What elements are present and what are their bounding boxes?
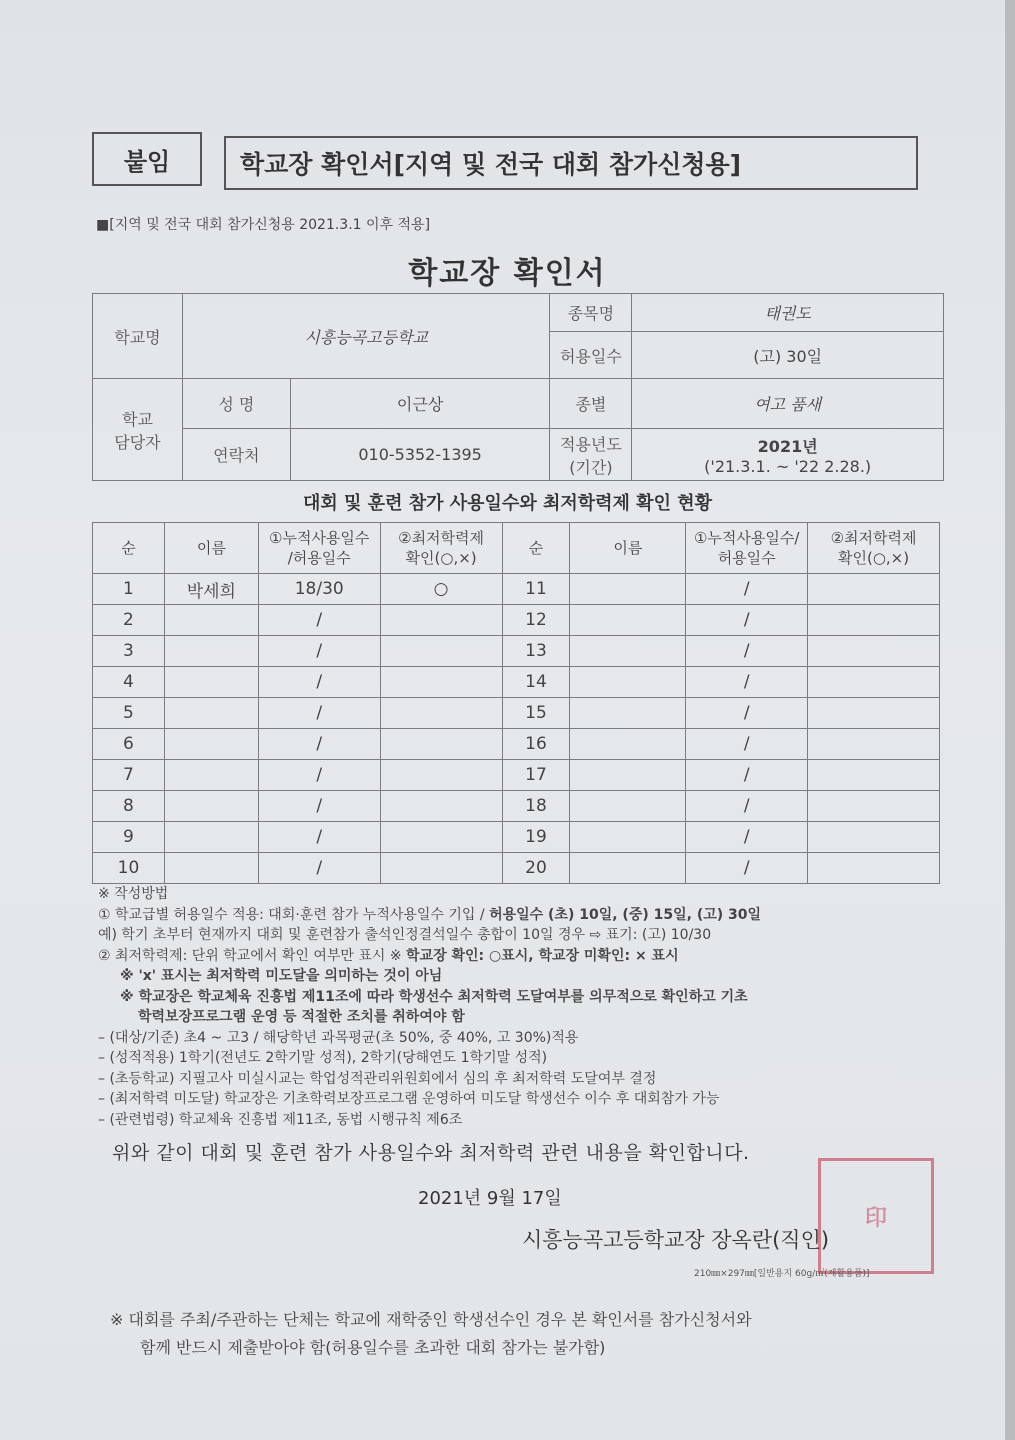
note-3: ※ 'x' 표시는 최저학력 미도달을 의미하는 것이 아님	[120, 968, 443, 984]
official-seal	[818, 1158, 934, 1274]
cell-r-days: /	[686, 605, 808, 636]
cell-r-name	[570, 605, 686, 636]
cell-r-no: 15	[502, 698, 570, 729]
cell-r-days: /	[686, 791, 808, 822]
cell-r-min	[808, 667, 940, 698]
cell-l-min	[380, 698, 502, 729]
header-min-right-2: 확인(○,×)	[837, 549, 910, 567]
staff-label-line2: 담당자	[114, 432, 161, 452]
cell-l-min	[380, 822, 502, 853]
cell-l-days: /	[258, 605, 380, 636]
cell-l-min	[380, 729, 502, 760]
staff-label-line1: 학교	[121, 409, 153, 429]
cell-r-days: /	[686, 760, 808, 791]
header-name-right: 이름	[570, 523, 686, 574]
cell-r-no: 13	[502, 636, 570, 667]
event-label: 종목명	[550, 294, 632, 332]
cell-r-min	[808, 605, 940, 636]
header-cum	[258, 523, 380, 574]
cell-l-name: 박세희	[164, 574, 258, 605]
cell-l-days: /	[258, 822, 380, 853]
paper-spec: 210㎜×297㎜[일반용지 60g/㎡(재활용품)]	[694, 1269, 870, 1279]
cell-l-min	[380, 853, 502, 884]
note-1b: 허용일수 (초) 10일, (중) 15일, (고) 30일	[489, 906, 762, 923]
cell-l-name	[164, 822, 258, 853]
year-value	[632, 429, 944, 481]
cell-l-no: 3	[93, 636, 165, 667]
cell-l-no: 9	[93, 822, 165, 853]
detail-5: – (관련법령) 학교체육 진흥법 제11조, 동법 시행규칙 제6조	[98, 1111, 463, 1128]
cell-r-no: 16	[502, 729, 570, 760]
days-label: 허용일수	[550, 332, 632, 379]
cell-r-name	[570, 791, 686, 822]
cell-l-days: 18/30	[258, 574, 380, 605]
info-table	[92, 293, 944, 481]
apply-note: ■[지역 및 전국 대회 참가신청용 2021.3.1 이후 적용]	[96, 217, 431, 233]
cell-r-no: 20	[502, 853, 570, 884]
cell-r-name	[570, 853, 686, 884]
cell-l-min	[380, 760, 502, 791]
cell-l-no: 7	[93, 760, 165, 791]
cell-l-name	[164, 791, 258, 822]
year-value-line1: 2021년	[757, 436, 818, 456]
cell-r-min	[808, 729, 940, 760]
cell-r-min	[808, 698, 940, 729]
cell-l-days: /	[258, 853, 380, 884]
cell-r-name	[570, 729, 686, 760]
cell-l-no: 5	[93, 698, 165, 729]
detail-4: – (최저학력 미도달) 학교장은 기초학력보장프로그램 운영하여 미도달 학생선수 이수 후 대회참가 가능	[98, 1091, 720, 1107]
notes	[98, 884, 944, 1130]
note-2b: 학교장 확인: ○표시, 학교장 미확인: × 표시	[406, 947, 679, 964]
detail-3: – (초등학교) 지필고사 미실시교는 학업성적관리위원회에서 심의 후 최저학력 도달여부 결정	[98, 1070, 657, 1087]
cell-r-days: /	[686, 853, 808, 884]
cell-r-name	[570, 574, 686, 605]
note-2	[98, 946, 944, 967]
staff-label	[93, 379, 183, 481]
year-label-line2: (기간)	[569, 457, 613, 477]
cell-l-no: 10	[93, 853, 165, 884]
usage-rows	[93, 574, 940, 884]
header-title: 학교장 확인서[지역 및 전국 대회 참가신청용]	[224, 136, 918, 190]
header-min-right-1: ②최저학력제	[830, 529, 917, 547]
year-label-line1: 적용년도	[559, 434, 622, 454]
header-cum-right-1: ①누적사용일수/	[693, 529, 800, 547]
header-min	[380, 523, 502, 574]
footer-note	[110, 1306, 752, 1362]
school-label: 학교명	[93, 294, 183, 379]
cell-r-name	[570, 667, 686, 698]
cell-r-name	[570, 636, 686, 667]
cell-r-days: /	[686, 822, 808, 853]
cell-l-name	[164, 698, 258, 729]
footer-line-2: 함께 반드시 제출받아야 함(허용일수를 초과한 대회 참가는 불가함)	[140, 1338, 606, 1357]
footer-line-1: ※ 대회를 주최/주관하는 단체는 학교에 재학중인 학생선수인 경우 본 확인서를 참가신청서와	[110, 1310, 752, 1329]
cell-r-days: /	[686, 636, 808, 667]
detail-1: – (대상/기준) 초4 ~ 고3 / 해당학년 과목평균(초 50%, 중 40%, 고 30%)적용	[98, 1029, 579, 1046]
header-no: 순	[93, 523, 165, 574]
header-name: 이름	[164, 523, 258, 574]
cell-r-days: /	[686, 729, 808, 760]
header-min-right	[808, 523, 940, 574]
confirmation-text: 위와 같이 대회 및 훈련 참가 사용일수와 최저학력 관련 내용을 확인합니다.	[112, 1142, 750, 1164]
name-label: 성 명	[182, 379, 290, 429]
cell-l-min	[380, 791, 502, 822]
header-min-1: ②최저학력제	[398, 529, 485, 547]
cell-r-name	[570, 760, 686, 791]
page-edge	[1005, 0, 1015, 1440]
header-no-right: 순	[502, 523, 570, 574]
table-row	[93, 698, 940, 729]
cell-l-days: /	[258, 636, 380, 667]
table-row	[93, 605, 940, 636]
cell-r-min	[808, 636, 940, 667]
days-value: (고) 30일	[632, 332, 944, 379]
cell-l-name	[164, 760, 258, 791]
cell-r-no: 12	[502, 605, 570, 636]
seal-mark: 印	[864, 1205, 887, 1231]
school-value: 시흥능곡고등학교	[182, 294, 550, 379]
cell-l-name	[164, 729, 258, 760]
cell-r-min	[808, 574, 940, 605]
note-4a: ※ 학교장은 학교체육 진흥법 제11조에 따라 학생선수 최저학력 도달여부를 의무적으로 확인하고 기초	[120, 988, 748, 1005]
cell-r-days: /	[686, 574, 808, 605]
note-4b: 학력보장프로그램 운영 등 적절한 조치를 취하여야 함	[138, 1009, 465, 1025]
table-row	[93, 729, 940, 760]
table-row	[93, 667, 940, 698]
cell-r-days: /	[686, 667, 808, 698]
cell-l-name	[164, 853, 258, 884]
cell-r-no: 11	[502, 574, 570, 605]
header-cum-right	[686, 523, 808, 574]
cell-l-min	[380, 636, 502, 667]
year-label	[550, 429, 632, 481]
cell-l-min: ○	[380, 574, 502, 605]
section-title: 대회 및 훈련 참가 사용일수와 최저학력제 확인 현황	[302, 493, 712, 514]
year-value-line2: ('21.3.1. ~ '22 2.28.)	[704, 456, 872, 476]
cell-r-min	[808, 853, 940, 884]
cell-r-no: 18	[502, 791, 570, 822]
table-row	[93, 636, 940, 667]
header-cum-1: ①누적사용일수	[269, 529, 370, 547]
cell-l-name	[164, 605, 258, 636]
cell-r-min	[808, 760, 940, 791]
cell-l-no: 1	[93, 574, 165, 605]
cell-l-no: 8	[93, 791, 165, 822]
name-value: 이근상	[290, 379, 550, 429]
cell-l-min	[380, 605, 502, 636]
cell-r-name	[570, 822, 686, 853]
note-1	[98, 905, 944, 926]
cell-l-days: /	[258, 791, 380, 822]
cell-r-no: 19	[502, 822, 570, 853]
cell-r-no: 17	[502, 760, 570, 791]
table-row	[93, 760, 940, 791]
type-value: 여고 품새	[632, 379, 944, 429]
cell-l-days: /	[258, 760, 380, 791]
note-1c: 예) 학기 초부터 현재까지 대회 및 훈련참가 출석인정결석일수 총합이 10일 경우 ⇨ 표기: (고) 10/30	[98, 927, 712, 943]
cell-l-name	[164, 667, 258, 698]
detail-2: – (성적적용) 1학기(전년도 2학기말 성적), 2학기(당해연도 1학기말 성적)	[98, 1050, 548, 1066]
header-min-2: 확인(○,×)	[405, 549, 477, 567]
type-label: 종별	[550, 379, 632, 429]
header-cum-2: /허용일수	[287, 549, 351, 567]
table-row	[93, 853, 940, 884]
cell-r-min	[808, 822, 940, 853]
cell-l-min	[380, 667, 502, 698]
cell-l-days: /	[258, 698, 380, 729]
event-value: 태권도	[632, 294, 944, 332]
cell-l-days: /	[258, 667, 380, 698]
contact-value: 010-5352-1395	[290, 429, 550, 481]
cell-l-days: /	[258, 729, 380, 760]
note-1a: ① 학교급별 허용일수 적용: 대회·훈련 참가 누적사용일수 기입 /	[98, 906, 490, 923]
usage-table	[92, 522, 940, 884]
note-2a: ② 최저학력제: 단위 학교에서 확인 여부만 표시 ※	[98, 947, 407, 964]
table-row	[93, 791, 940, 822]
cell-r-no: 14	[502, 667, 570, 698]
cell-r-days: /	[686, 698, 808, 729]
cell-l-no: 2	[93, 605, 165, 636]
table-row	[93, 822, 940, 853]
attachment-badge: 붙임	[92, 132, 202, 186]
cell-l-name	[164, 636, 258, 667]
cell-l-no: 6	[93, 729, 165, 760]
issue-date: 2021년 9월 17일	[418, 1188, 562, 1209]
document-title: 학교장 확인서	[408, 256, 607, 291]
signer: 시흥능곡고등학교장 장옥란(직인)	[522, 1228, 830, 1252]
cell-l-no: 4	[93, 667, 165, 698]
notes-heading: ※ 작성방법	[98, 886, 169, 902]
cell-r-name	[570, 698, 686, 729]
table-row	[93, 574, 940, 605]
cell-r-min	[808, 791, 940, 822]
contact-label: 연락처	[182, 429, 290, 481]
header-cum-right-2: 허용일수	[717, 549, 776, 567]
